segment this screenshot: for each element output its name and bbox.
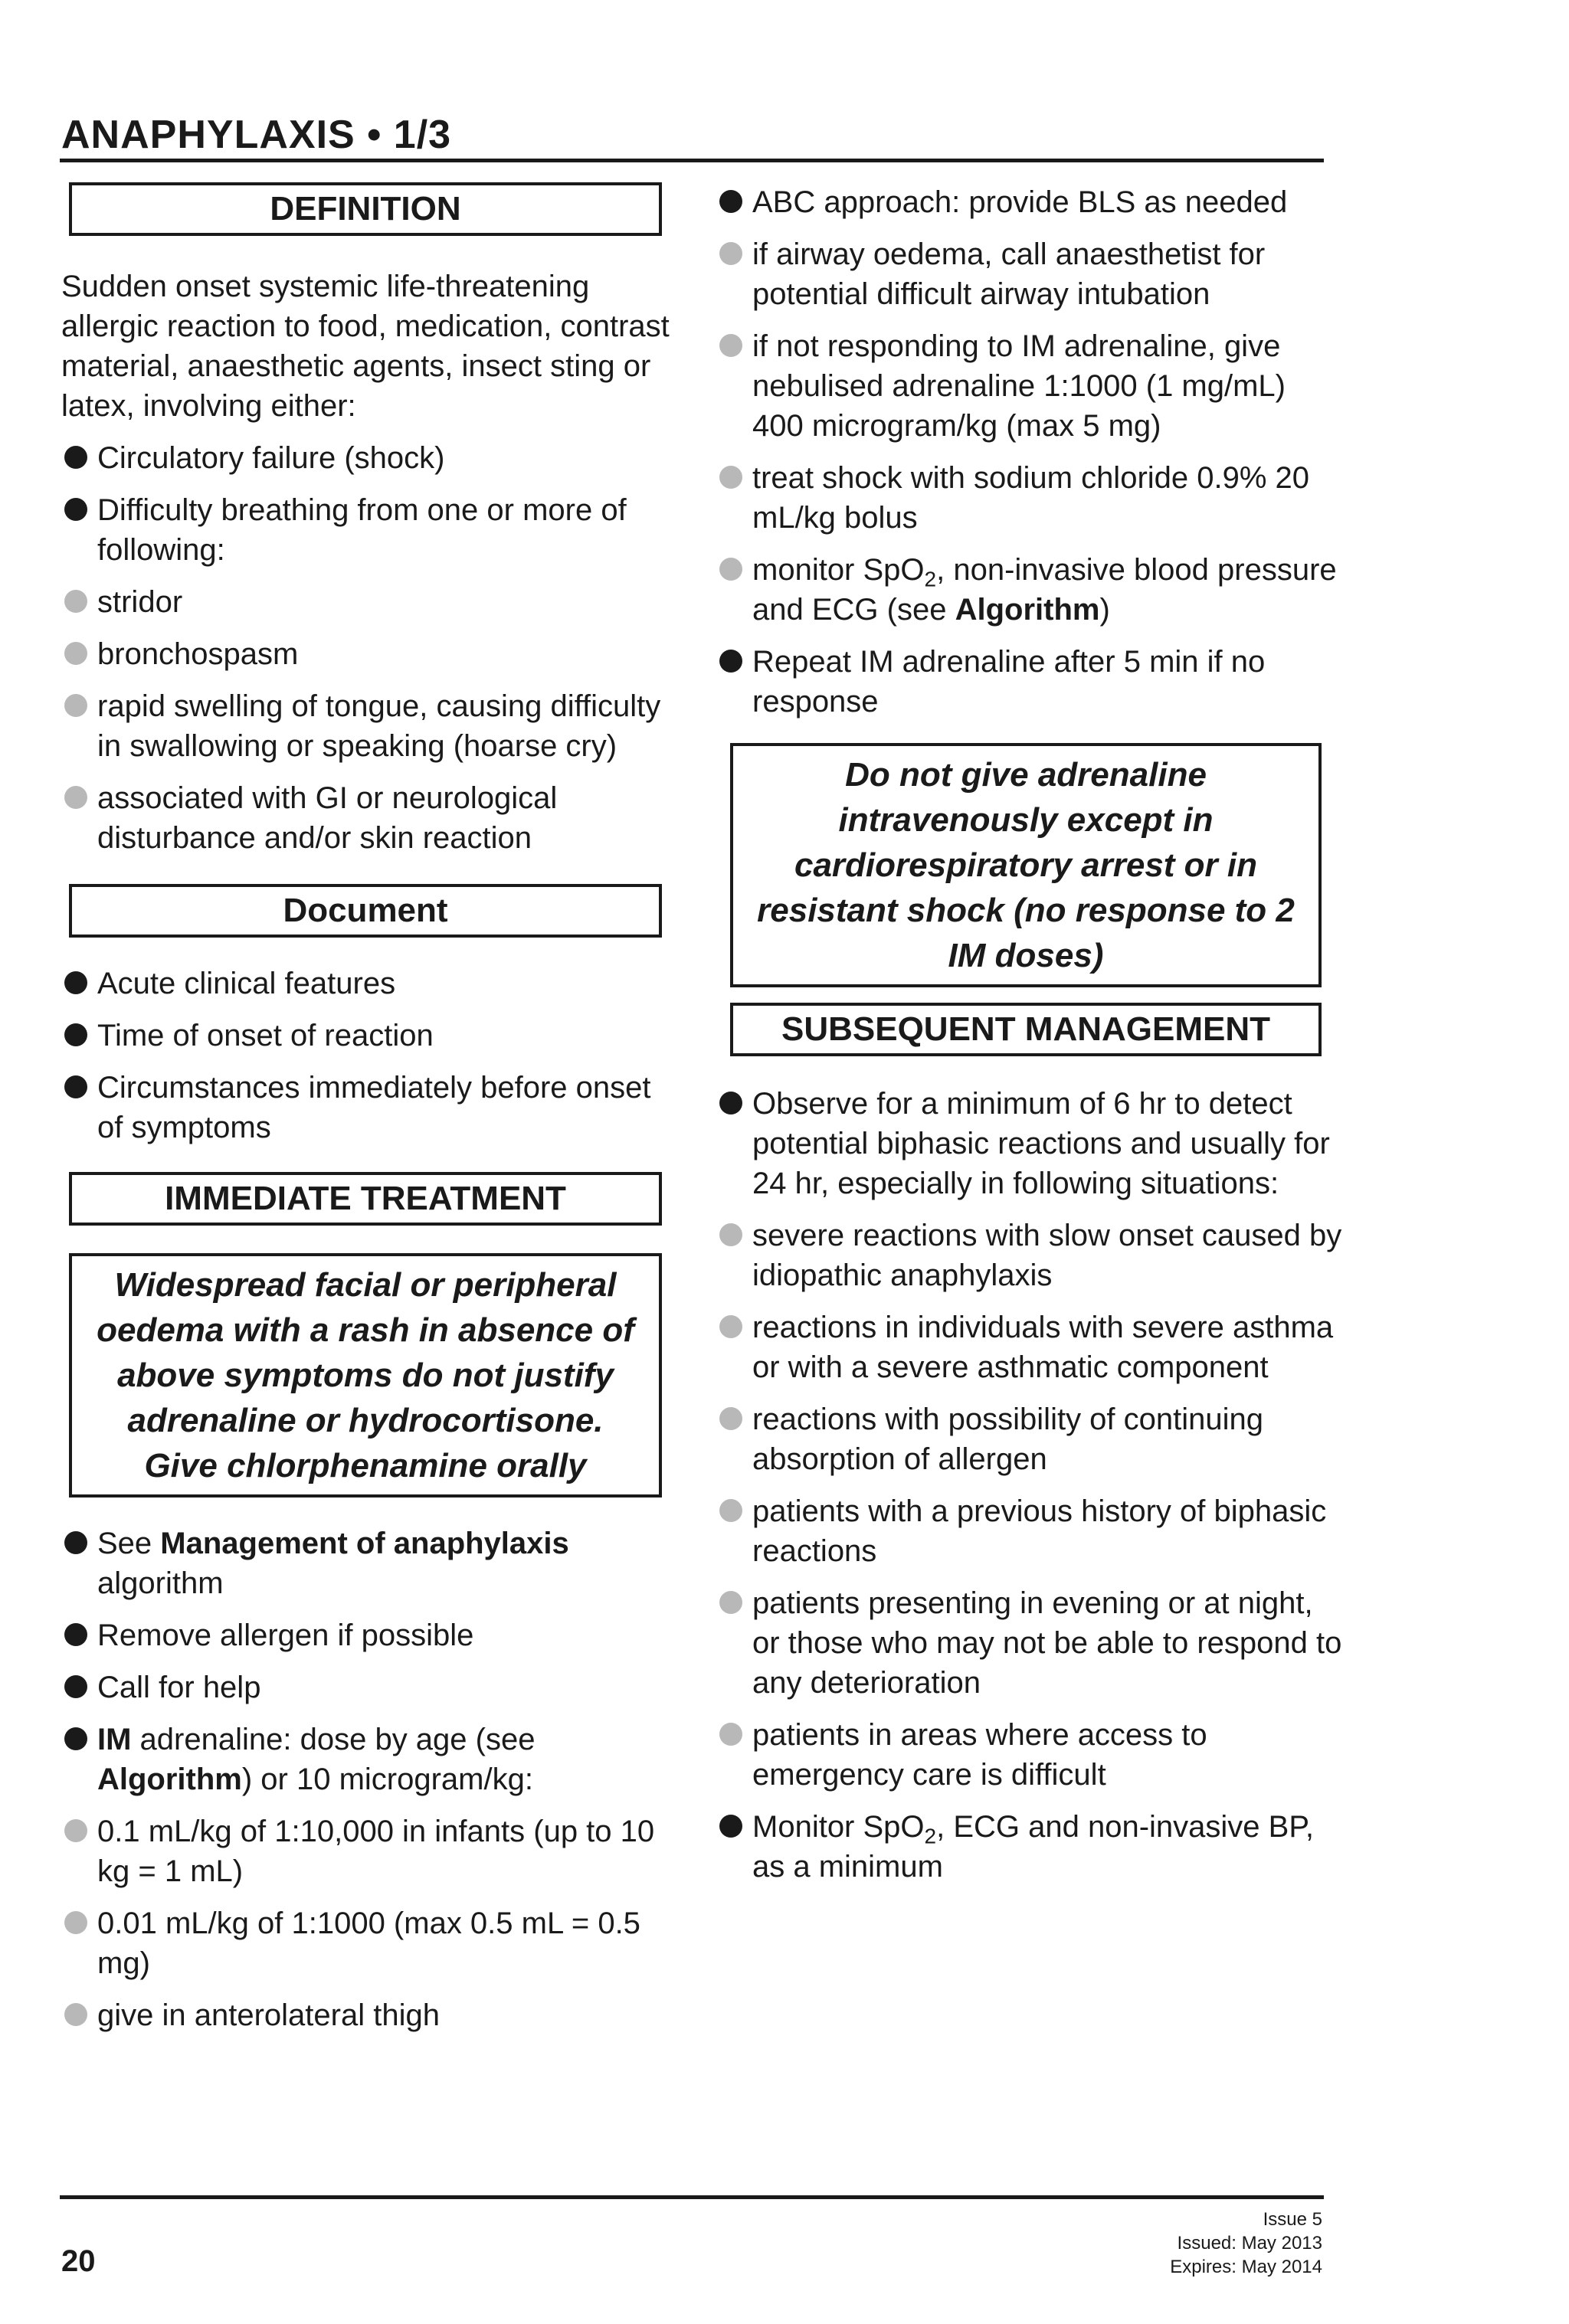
immediate-treatment-heading: IMMEDIATE TREATMENT — [69, 1172, 662, 1226]
page-title: ANAPHYLAXIS • 1/3 — [61, 113, 452, 157]
iv-adrenaline-warning-box: Do not give adrenaline intravenously except in cardiorespiratory arrest or in resistant shock (no response to 2 IM doses) — [730, 743, 1322, 987]
black-bullet-icon — [64, 1531, 87, 1554]
grey-bullet-icon — [719, 1315, 742, 1338]
title-rule — [60, 159, 1324, 162]
list-item: stridor — [61, 582, 674, 622]
list-item: patients presenting in evening or at night, or those who may not be able to respond to any deterioration — [716, 1583, 1345, 1703]
list-item: monitor SpO$_2$, non-invasive blood pressure and ECG (see Algorithm) — [716, 550, 1345, 630]
oedema-warning-box: Widespread facial or peripheral oedema with a rash in absence of above symptoms do not justify adrenaline or hydrocortisone. Give chlorphenamine orally — [69, 1253, 662, 1498]
grey-bullet-icon — [719, 242, 742, 265]
grey-bullet-icon — [719, 1723, 742, 1746]
black-bullet-icon — [64, 1023, 87, 1046]
list-item: Circumstances immediately before onset of symptoms — [61, 1068, 674, 1147]
list-item: treat shock with sodium chloride 0.9% 20 mL/kg bolus — [716, 458, 1345, 538]
list-item: bronchospasm — [61, 634, 674, 674]
right-column — [716, 182, 1345, 1887]
list-item: ABC approach: provide BLS as needed — [716, 182, 1345, 222]
grey-bullet-icon — [64, 2003, 87, 2026]
black-bullet-icon — [64, 1727, 87, 1750]
issued-date: Issued: May 2013 — [1177, 2233, 1322, 2254]
list-item: Difficulty breathing from one or more of following: — [61, 490, 674, 570]
grey-bullet-icon — [719, 1591, 742, 1614]
list-item: Observe for a minimum of 6 hr to detect potential biphasic reactions and usually for 24 hr, especially in following situations: — [716, 1084, 1345, 1203]
black-bullet-icon — [719, 1092, 742, 1115]
issue-number: Issue 5 — [1263, 2209, 1322, 2230]
list-item: severe reactions with slow onset caused by idiopathic anaphylaxis — [716, 1216, 1345, 1295]
grey-bullet-icon — [719, 1223, 742, 1246]
list-item: Circulatory failure (shock) — [61, 438, 674, 478]
grey-bullet-icon — [64, 694, 87, 717]
list-item: reactions with possibility of continuing absorption of allergen — [716, 1399, 1345, 1479]
black-bullet-icon — [64, 1675, 87, 1698]
list-item: rapid swelling of tongue, causing difficulty in swallowing or speaking (hoarse cry) — [61, 686, 674, 766]
black-bullet-icon — [64, 498, 87, 521]
list-item: Call for help — [61, 1668, 674, 1707]
grey-bullet-icon — [719, 334, 742, 357]
list-item: if airway oedema, call anaesthetist for potential difficult airway intubation — [716, 234, 1345, 314]
list-item: Repeat IM adrenaline after 5 min if no response — [716, 642, 1345, 722]
definition-heading: DEFINITION — [69, 182, 662, 236]
list-item: See Management of anaphylaxis algorithm — [61, 1524, 674, 1603]
black-bullet-icon — [64, 446, 87, 469]
grey-bullet-icon — [64, 786, 87, 809]
list-item: associated with GI or neurological disturbance and/or skin reaction — [61, 778, 674, 858]
list-item: Time of onset of reaction — [61, 1016, 674, 1056]
black-bullet-icon — [64, 971, 87, 994]
list-item: Remove allergen if possible — [61, 1615, 674, 1655]
grey-bullet-icon — [719, 1407, 742, 1430]
black-bullet-icon — [64, 1075, 87, 1098]
page-number: 20 — [61, 2244, 96, 2278]
grey-bullet-icon — [719, 466, 742, 489]
list-item: patients with a previous history of biphasic reactions — [716, 1491, 1345, 1571]
definition-text: Sudden onset systemic life-threatening allergic reaction to food, medication, contrast material, anaesthetic agents, insect sting or latex, involving either: — [61, 270, 670, 423]
list-item: Acute clinical features — [61, 964, 674, 1003]
footer-rule — [60, 2195, 1324, 2199]
list-item: 0.01 mL/kg of 1:1000 (max 0.5 mL = 0.5 mg) — [61, 1903, 674, 1983]
list-item: if not responding to IM adrenaline, give nebulised adrenaline 1:1000 (1 mg/mL) 400 microgram/kg (max 5 mg) — [716, 326, 1345, 446]
grey-bullet-icon — [64, 1911, 87, 1934]
left-column — [61, 182, 674, 2035]
issue-info — [1170, 2208, 1322, 2279]
grey-bullet-icon — [719, 1499, 742, 1522]
black-bullet-icon — [719, 190, 742, 213]
list-item: patients in areas where access to emergency care is difficult — [716, 1715, 1345, 1795]
grey-bullet-icon — [64, 1819, 87, 1842]
list-item: give in anterolateral thigh — [61, 1995, 674, 2035]
subsequent-management-heading: SUBSEQUENT MANAGEMENT — [730, 1003, 1322, 1056]
grey-bullet-icon — [64, 642, 87, 665]
document-heading: Document — [69, 884, 662, 938]
black-bullet-icon — [64, 1623, 87, 1646]
grey-bullet-icon — [719, 558, 742, 581]
expiry-date: Expires: May 2014 — [1170, 2257, 1322, 2277]
list-item: Monitor SpO$_2$, ECG and non-invasive BP, as a minimum — [716, 1807, 1345, 1887]
list-item: reactions in individuals with severe asthma or with a severe asthmatic component — [716, 1308, 1345, 1387]
black-bullet-icon — [719, 1815, 742, 1838]
grey-bullet-icon — [64, 590, 87, 613]
list-item: IM adrenaline: dose by age (see Algorithm) or 10 microgram/kg: — [61, 1720, 674, 1799]
black-bullet-icon — [719, 650, 742, 673]
list-item: 0.1 mL/kg of 1:10,000 in infants (up to 10 kg = 1 mL) — [61, 1812, 674, 1891]
